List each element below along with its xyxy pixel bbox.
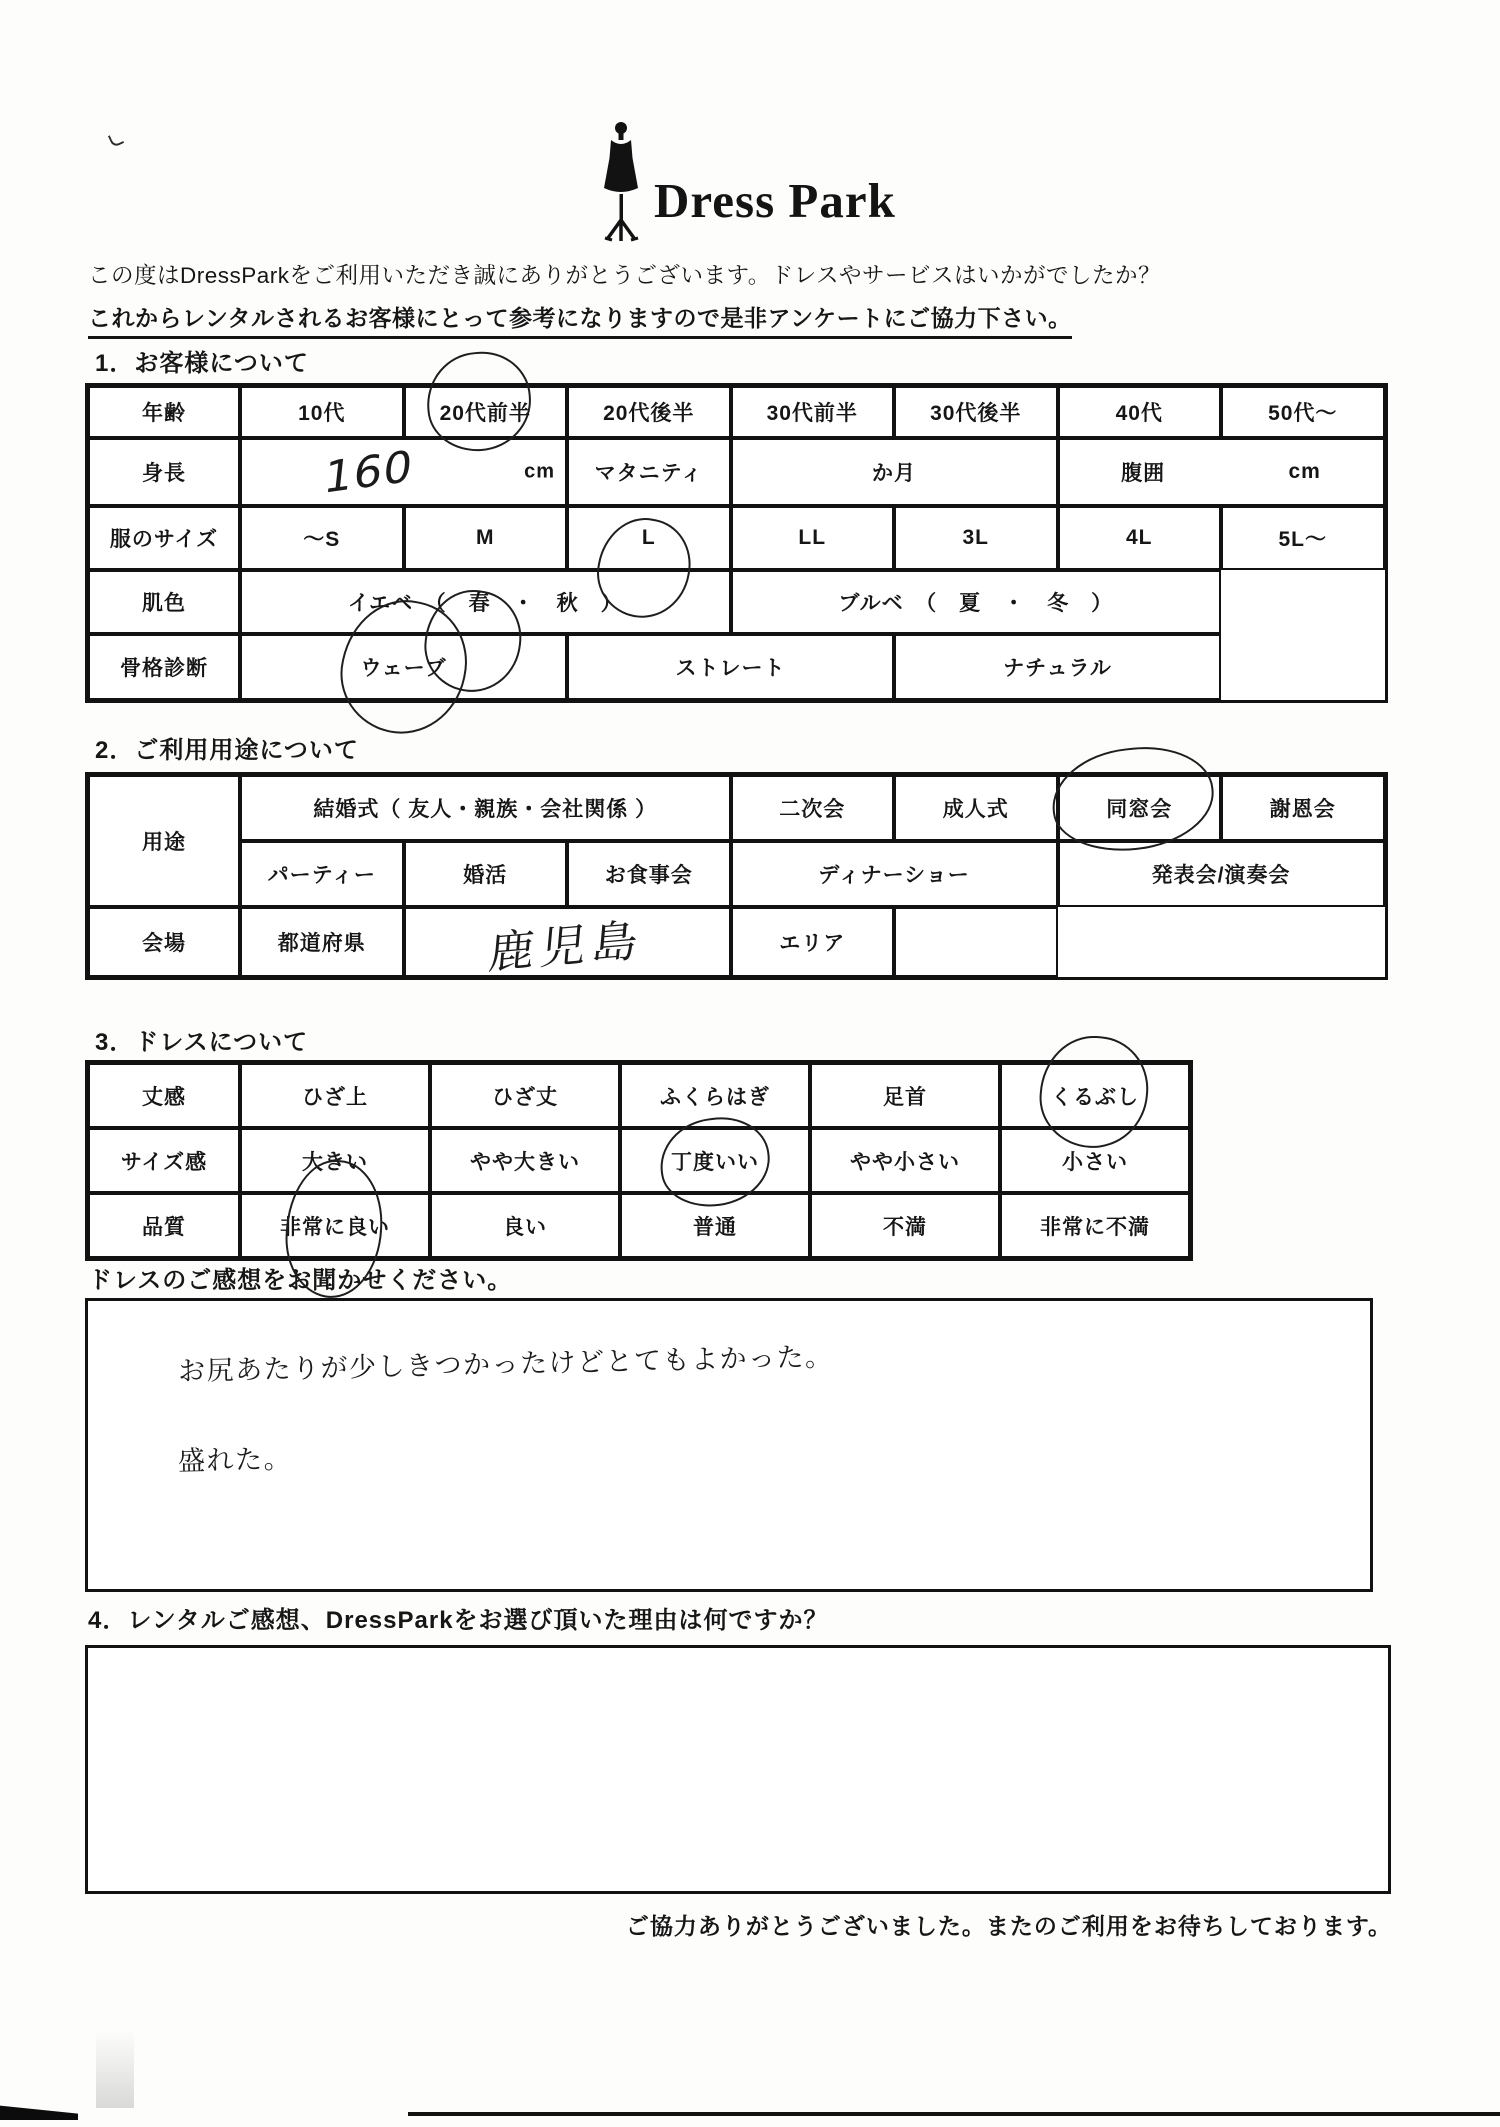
size-option-5l: 5L〜 xyxy=(1221,506,1385,570)
size-option-l: L xyxy=(567,506,731,570)
size-label: 服のサイズ xyxy=(88,506,240,570)
venue-row-filler xyxy=(1058,907,1385,977)
size-option-s: 〜S xyxy=(240,506,404,570)
venue-pref-value-cell xyxy=(404,907,731,980)
length-option-knee: ひざ丈 xyxy=(430,1063,620,1128)
height-unit: cm xyxy=(524,460,555,483)
length-option-anklebone: くるぶし xyxy=(1000,1063,1190,1128)
usage-label: 用途 xyxy=(88,775,240,907)
scan-smudge xyxy=(96,2030,134,2108)
frame-row-filler xyxy=(1221,634,1385,700)
frame-option-natural: ナチュラル xyxy=(894,634,1221,700)
usage-option-dinner: お食事会 xyxy=(567,841,731,907)
section1-heading: 1．お客様について xyxy=(95,350,309,377)
section2-heading: 2．ご利用用途について xyxy=(95,737,359,764)
fit-label: サイズ感 xyxy=(88,1128,240,1193)
fit-option-just-right: 丁度いい xyxy=(620,1128,810,1193)
frame-option-wave: ウェーブ xyxy=(240,634,567,700)
usage-option-recital: 発表会/演奏会 xyxy=(1058,841,1385,907)
frame-label: 骨格診断 xyxy=(88,634,240,700)
usage-option-konkatsu: 婚活 xyxy=(404,841,568,907)
usage-option-afterparty: 二次会 xyxy=(731,775,895,841)
usage-option-reunion: 同窓会 xyxy=(1058,775,1222,841)
waist-unit: cm xyxy=(1288,460,1321,483)
quality-option-very-good: 非常に良い xyxy=(240,1193,430,1258)
dress-form-icon xyxy=(598,120,644,249)
venue-area-value-cell xyxy=(894,907,1058,977)
scan-speck xyxy=(108,131,124,148)
section4-heading: 4．レンタルご感想、DressParkをお選び頂いた理由は何ですか？ xyxy=(88,1607,829,1634)
feedback-handwritten-line2: 盛れた。 xyxy=(177,1443,293,1478)
venue-pref-handwritten-value: 鹿児島 xyxy=(486,912,647,980)
skin-yellow-base: イエベ （ 春 ・ 秋 ） xyxy=(240,570,731,634)
length-option-ankle: 足首 xyxy=(810,1063,1000,1128)
fit-option-small: 小さい xyxy=(1000,1128,1190,1193)
usage-option-dinner-show: ディナーショー xyxy=(731,841,1058,907)
feedback-handwritten-line1: お尻あたりが少しきつかったけどとてもよかった。 xyxy=(177,1341,834,1388)
rental-reason-box xyxy=(85,1645,1391,1894)
frame-option-straight: ストレート xyxy=(567,634,894,700)
age-option-10s: 10代 xyxy=(240,386,404,438)
skin-label: 肌色 xyxy=(88,570,240,634)
size-option-ll: LL xyxy=(731,506,895,570)
quality-option-normal: 普通 xyxy=(620,1193,810,1258)
fit-option-slightly-big: やや大きい xyxy=(430,1128,620,1193)
age-option-late20s: 20代後半 xyxy=(567,386,731,438)
venue-pref-label: 都道府県 xyxy=(240,907,404,977)
size-option-3l: 3L xyxy=(894,506,1058,570)
length-label: 丈感 xyxy=(88,1063,240,1128)
fit-option-slightly-small: やや小さい xyxy=(810,1128,1000,1193)
age-option-50s: 50代〜 xyxy=(1221,386,1385,438)
waist-cell xyxy=(1058,438,1385,506)
size-option-m: M xyxy=(404,506,568,570)
customer-table xyxy=(85,383,1388,703)
quality-option-dissatisfied: 不満 xyxy=(810,1193,1000,1258)
quality-label: 品質 xyxy=(88,1193,240,1258)
maternity-label: マタニティ xyxy=(567,438,731,506)
length-option-calf: ふくらはぎ xyxy=(620,1063,810,1128)
usage-option-party: パーティー xyxy=(240,841,404,907)
height-value-cell xyxy=(240,438,567,506)
brand-logo xyxy=(598,120,896,249)
months-label: か月 xyxy=(731,438,1058,506)
feedback-label: ドレスのご感想をお聞かせください。 xyxy=(88,1267,513,1294)
age-option-early20s: 20代前半 xyxy=(404,386,568,438)
fit-option-big: 大きい xyxy=(240,1128,430,1193)
age-option-late30s: 30代後半 xyxy=(894,386,1058,438)
age-option-40s: 40代 xyxy=(1058,386,1222,438)
intro-block xyxy=(88,258,1161,339)
length-option-above-knee: ひざ上 xyxy=(240,1063,430,1128)
age-label: 年齢 xyxy=(88,386,240,438)
scan-artifact-left xyxy=(0,2104,78,2120)
footer-thanks: ご協力ありがとうございました。またのご利用をお待ちしております。 xyxy=(625,1913,1392,1939)
venue-area-label: エリア xyxy=(731,907,895,977)
usage-option-thanks-party: 謝恩会 xyxy=(1221,775,1385,841)
age-option-early30s: 30代前半 xyxy=(731,386,895,438)
intro-line-1: この度はDressParkをご利用いただき誠にありがとうございます。ドレスやサービスはいかがでしたか？ xyxy=(88,263,1162,288)
dress-table xyxy=(85,1060,1193,1261)
height-label: 身長 xyxy=(88,438,240,506)
usage-option-wedding: 結婚式（ 友人・親族・会社関係 ） xyxy=(240,775,731,841)
venue-label: 会場 xyxy=(88,907,240,977)
skin-row-filler xyxy=(1221,570,1385,634)
skin-blue-base: ブルベ （ 夏 ・ 冬 ） xyxy=(731,570,1222,634)
usage-option-coming-of-age: 成人式 xyxy=(894,775,1058,841)
quality-option-very-dissatisfied: 非常に不満 xyxy=(1000,1193,1190,1258)
size-option-4l: 4L xyxy=(1058,506,1222,570)
scan-artifact-line xyxy=(408,2112,1500,2116)
quality-option-good: 良い xyxy=(430,1193,620,1258)
section3-heading: 3．ドレスについて xyxy=(95,1029,309,1056)
intro-line-2: これからレンタルされるお客様にとって参考になりますので是非アンケートにご協力下さい。 xyxy=(88,300,1072,339)
waist-label: 腹囲 xyxy=(1121,462,1166,485)
height-handwritten-value: 160 xyxy=(321,440,416,504)
brand-name: Dress Park xyxy=(654,173,896,228)
